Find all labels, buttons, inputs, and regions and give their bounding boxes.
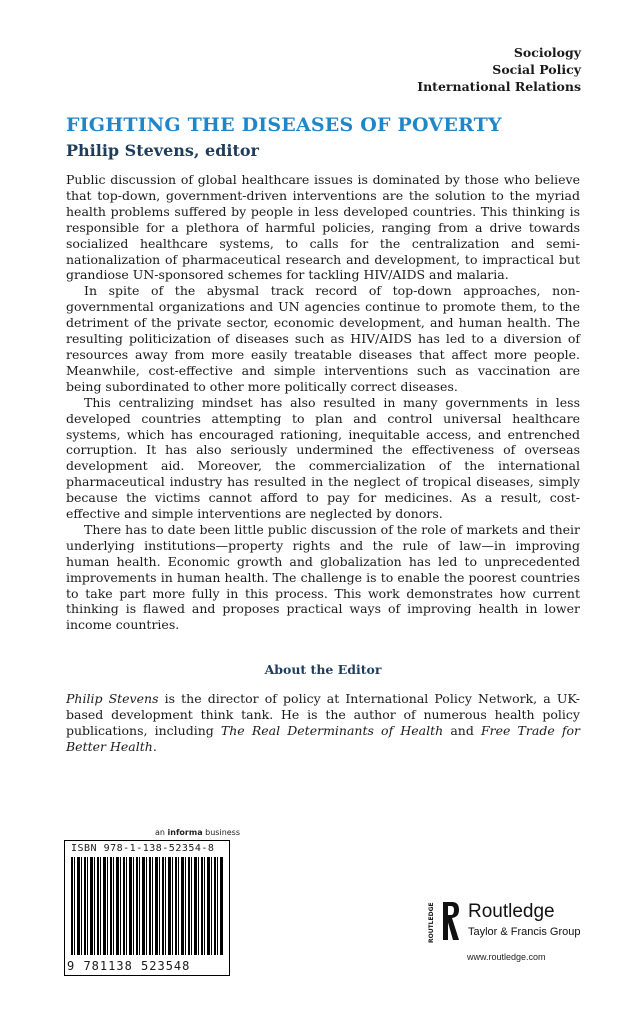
publisher-logo — [428, 898, 588, 950]
subject-social-policy: Social Policy — [492, 62, 581, 77]
subject-categories — [417, 44, 581, 95]
publisher-name: Routledge — [468, 901, 555, 922]
informa-brand: informa — [167, 828, 203, 837]
informa-business-label: an informa business — [155, 828, 241, 837]
subject-sociology: Sociology — [513, 45, 581, 60]
ean-digits: 9 781138 523548 — [67, 959, 191, 973]
blurb-paragraph-1: Public discussion of global healthcare issues is dominated by those who believe that top-down, government-driven interventions are the solution to the myriad health problems suffered by people in less developed countries. This thinking is responsible for a plethora of harmful policies, ranging from a drive towards socialized healthcare systems, to calls for the centralization and semi-nationalization of pharmaceutical research and development, to impractical but grandiose UN-sponsored schemes for tackling HIV/AIDS and malaria. — [66, 172, 580, 283]
blurb-paragraph-3: This centralizing mindset has also resulted in many governments in less developed countries attempting to plan and control universal healthcare systems, which has encouraged rationing, inequitable access, and entrenched corruption. It has also seriously undermined the effectiveness of overseas development aid. Moreover, the commercialization of the international pharmaceutical industry has resulted in the neglect of tropical diseases, simply because the victims cannot afford to pay for medicines. As a result, cost-effective and simple interventions are neglected by donors. — [66, 394, 580, 522]
barcode-bars-icon — [71, 857, 223, 955]
about-text-part-2: and — [443, 723, 481, 738]
routledge-mark-icon — [441, 900, 461, 942]
isbn-label: ISBN 978-1-138-52354-8 — [71, 843, 215, 854]
about-text-part-1: is the director of policy at International Policy Network, a UK-based development think tank. He is the author of numerous health policy publications, including — [66, 691, 581, 738]
barcode — [64, 840, 230, 976]
book-editor: Philip Stevens, editor — [66, 141, 259, 160]
publisher-url: www.routledge.com — [467, 952, 546, 962]
publisher-side-text: ROUTLEDGE — [428, 902, 435, 944]
blurb-paragraph-2: In spite of the abysmal track record of top-down approaches, non-governmental organizations and UN agencies continue to promote them, to the detriment of the private sector, economic development, and human health. The resulting politicization of diseases such as HIV/AIDS has led to a diversion of resources away from more easily treatable diseases that affect more people. Meanwhile, cost-effective and simple interventions such as vaccination are being subordinated to other more politically correct diseases. — [66, 283, 580, 394]
blurb-paragraph-4: There has to date been little public discussion of the role of markets and their underlying institutions—property rights and the rule of law—in improving human health. Economic growth and globalization has led to unprecedented improvements in human health. The challenge is to enable the poorest countries to take part more fully in this process. This work demonstrates how current thinking is flawed and proposes practical ways of improving health in lower income countries. — [66, 521, 580, 633]
about-editor-heading: About the Editor — [264, 662, 382, 677]
editor-name: Philip Stevens — [66, 691, 159, 706]
about-editor-text — [66, 691, 580, 755]
book-reference-2: Free Trade for Better Health — [66, 723, 580, 754]
publisher-group: Taylor & Francis Group — [468, 926, 581, 938]
subject-international-relations: International Relations — [417, 79, 581, 94]
about-text-part-3: . — [152, 739, 157, 754]
blurb — [66, 172, 580, 633]
book-reference-1: The Real Determinants of Health — [220, 723, 444, 738]
book-title: FIGHTING THE DISEASES OF POVERTY — [66, 114, 502, 136]
